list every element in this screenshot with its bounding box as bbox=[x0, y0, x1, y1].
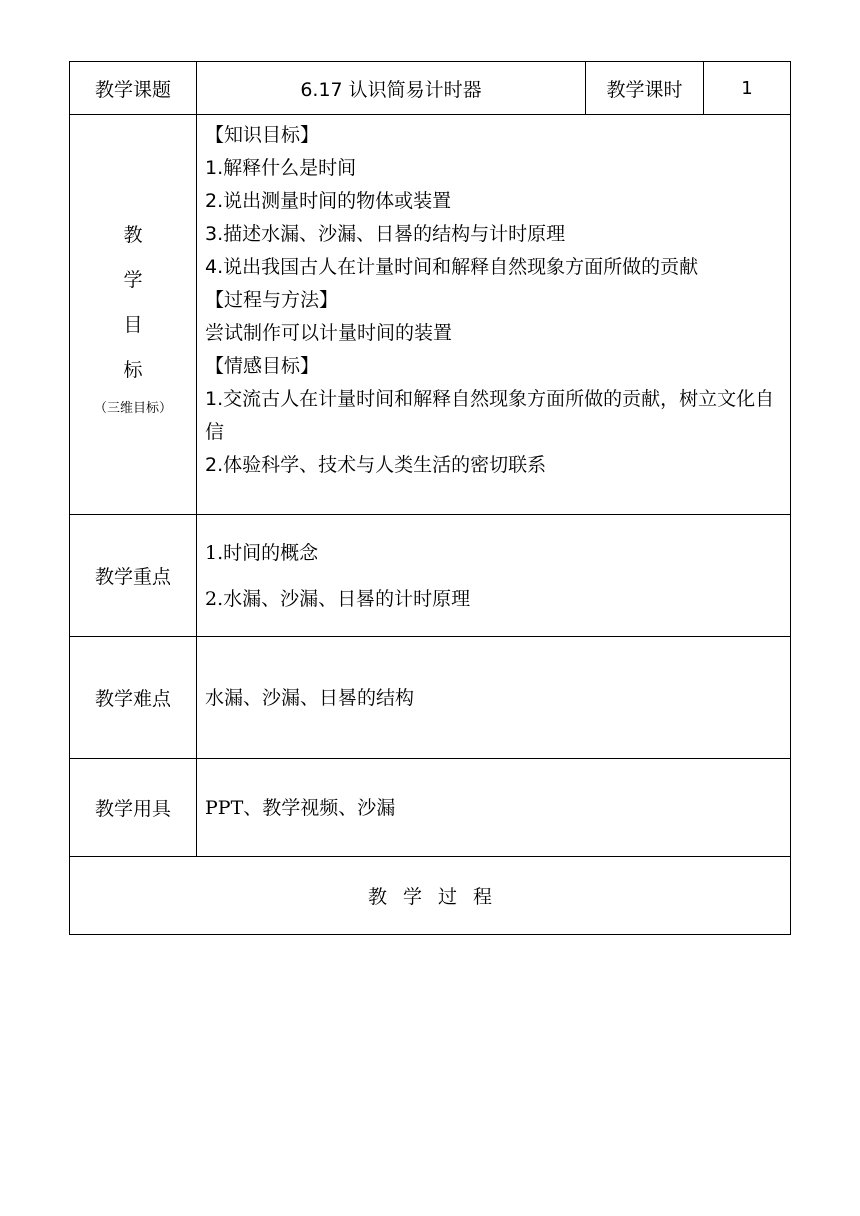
process-row bbox=[70, 857, 791, 935]
objective-item: 2.说出测量时间的物体或装置 bbox=[205, 190, 452, 212]
objectives-label-char: 目 bbox=[123, 314, 143, 336]
tools-content: PPT、教学视频、沙漏 bbox=[197, 759, 791, 857]
objectives-label-subtitle: （三维目标） bbox=[93, 401, 172, 416]
objectives-label-char: 标 bbox=[123, 359, 143, 381]
process-heading: 教学过程 bbox=[70, 857, 791, 935]
objectives-label-char: 教 bbox=[123, 224, 143, 246]
objectives-content bbox=[197, 115, 791, 515]
objective-item: 尝试制作可以计量时间的装置 bbox=[205, 322, 453, 344]
key-points-row bbox=[70, 515, 791, 637]
objective-item: 4.说出我国古人在计量时间和解释自然现象方面所做的贡献 bbox=[205, 256, 699, 278]
lesson-plan-table bbox=[69, 61, 791, 935]
topic-row bbox=[70, 62, 791, 115]
objective-item: 2.体验科学、技术与人类生活的密切联系 bbox=[205, 454, 547, 476]
key-points-content bbox=[197, 515, 791, 637]
period-value: 1 bbox=[704, 62, 791, 115]
objective-heading-emotion: 【情感目标】 bbox=[205, 355, 320, 377]
difficulties-row bbox=[70, 637, 791, 759]
objective-item: 1.解释什么是时间 bbox=[205, 157, 357, 179]
objectives-row bbox=[70, 115, 791, 515]
objectives-label bbox=[70, 115, 197, 515]
tools-row bbox=[70, 759, 791, 857]
period-label: 教学课时 bbox=[586, 62, 704, 115]
key-points-label: 教学重点 bbox=[70, 515, 197, 637]
key-point-item: 1.时间的概念 bbox=[205, 541, 319, 564]
difficulties-content: 水漏、沙漏、日晷的结构 bbox=[197, 637, 791, 759]
topic-value: 6.17 认识简易计时器 bbox=[197, 62, 586, 115]
key-point-item: 2.水漏、沙漏、日晷的计时原理 bbox=[205, 587, 471, 610]
topic-label: 教学课题 bbox=[70, 62, 197, 115]
objective-item: 3.描述水漏、沙漏、日晷的结构与计时原理 bbox=[205, 223, 566, 245]
objectives-label-char: 学 bbox=[123, 269, 143, 291]
tools-label: 教学用具 bbox=[70, 759, 197, 857]
difficulties-label: 教学难点 bbox=[70, 637, 197, 759]
objective-item: 1.交流古人在计量时间和解释自然现象方面所做的贡献，树立文化自信 bbox=[205, 388, 775, 443]
objective-heading-process: 【过程与方法】 bbox=[205, 289, 339, 311]
objective-heading-knowledge: 【知识目标】 bbox=[205, 124, 320, 146]
